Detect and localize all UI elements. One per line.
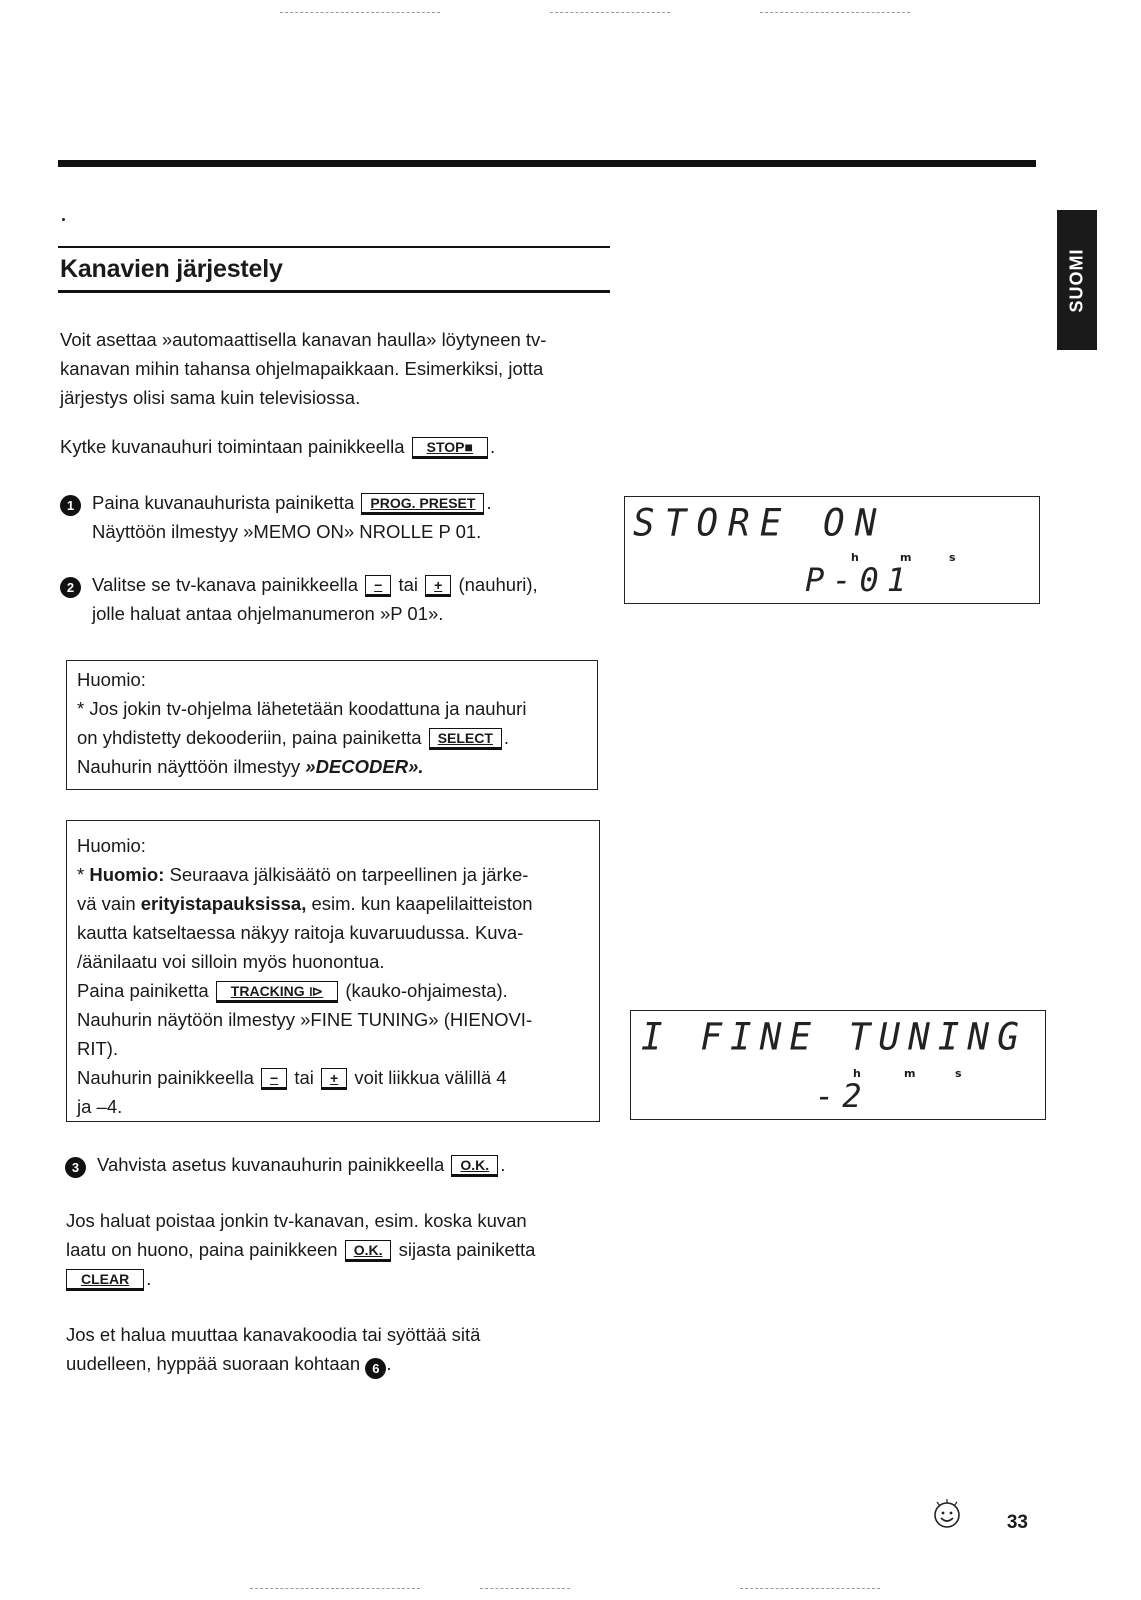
minus-key: − [365,575,391,597]
display-fine-tuning: I FINE TUNING h m s -2 [630,1010,1046,1120]
scan-artifact [280,12,440,13]
scan-artifact [250,1588,420,1589]
intro-paragraph: Voit asettaa »automaattisella kanavan haulla» löytyneen tv- kanavan mihin tahansa ohjelmapaikkaan. Esimerkiksi, jotta järjestys olisi sama kuin televisiossa. [60,329,547,408]
scan-artifact [480,1588,570,1589]
decoder-label: »DECODER». [305,756,424,777]
ok-key: O.K. [345,1240,392,1262]
step-1-marker: 1 [60,495,81,516]
step-3-text: Vahvista asetus kuvanauhurin painikkeella O.K. . [97,1154,506,1175]
clear-key: CLEAR [66,1269,144,1291]
scan-artifact [740,1588,880,1589]
scan-dot [62,218,65,221]
smiley-icon [930,1498,964,1532]
step-3-marker: 3 [65,1157,86,1178]
display-sub-text: -2 [815,1077,870,1115]
language-tab: SUOMI [1057,210,1097,350]
heading-rule-bottom [58,290,610,293]
display-main-text: STORE ON [633,501,887,546]
stop-key: STOP■ [412,437,488,459]
ok-key: O.K. [451,1155,498,1177]
display-sub-text: P-01 [805,561,915,599]
power-instruction: Kytke kuvanauhuri toimintaan painikkeella STOP■ . [60,436,496,457]
display-store-on: STORE ON h m s P-01 [624,496,1040,604]
top-rule [58,160,1036,167]
skip-paragraph: Jos et halua muuttaa kanavakoodia tai syöttää sitä uudelleen, hyppää suoraan kohtaan 6 . [66,1320,480,1379]
minus-key: − [261,1068,287,1090]
plus-key: + [425,575,451,597]
select-key: SELECT [429,728,502,750]
note-box-tracking: Huomio: * Huomio: Seuraava jälkisäätö on tarpeellinen ja järke- vä vain erityistapauksissa, esim. kun kaapelilaitteiston kautta katseltaessa näkyy raitoja kuvaruudussa. Kuva- /äänilaatu voi silloin myös huonontua. Paina painiketta TRACKING ⧐ (kauko-ohjaimesta). Nauhurin näytöön ilmestyy »FINE TUNING» (HIENOVI- RIT). Nauhurin painikkeella − tai + voit liikkua välillä 4 ja –4. [66,820,600,1122]
heading-rule-top [58,246,610,248]
tracking-key: TRACKING ⧐ [216,981,338,1003]
step-2-marker: 2 [60,577,81,598]
plus-key: + [321,1068,347,1090]
step-2-text: Valitse se tv-kanava painikkeella − tai + (nauhuri), jolle haluat antaa ohjelmanumeron »P 01». [92,574,538,624]
delete-paragraph: Jos haluat poistaa jonkin tv-kanavan, esim. koska kuvan laatu on huono, paina painikkeen O.K. sijasta painiketta CLEAR . [66,1210,536,1289]
page-number: 33 [1006,1512,1028,1533]
step-6-marker: 6 [365,1358,386,1379]
display-main-text: I FINE TUNING [641,1015,1027,1060]
scan-artifact [760,12,910,13]
section-heading: Kanavien järjestely [60,255,283,283]
scan-artifact [550,12,670,13]
note-title: Huomio: [77,835,146,856]
step-1-text: Paina kuvanauhurista painiketta PROG. PRESET . Näyttöön ilmestyy »MEMO ON» NROLLE P 01. [92,492,492,542]
prog-preset-key: PROG. PRESET [361,493,484,515]
note-title: Huomio: [77,669,146,690]
note-box-decoder: Huomio: * Jos jokin tv-ohjelma lähetetään koodattuna ja nauhuri on yhdistetty dekooderiin, paina painiketta SELECT . Nauhurin näyttöön ilmestyy »DECODER». [66,660,598,790]
